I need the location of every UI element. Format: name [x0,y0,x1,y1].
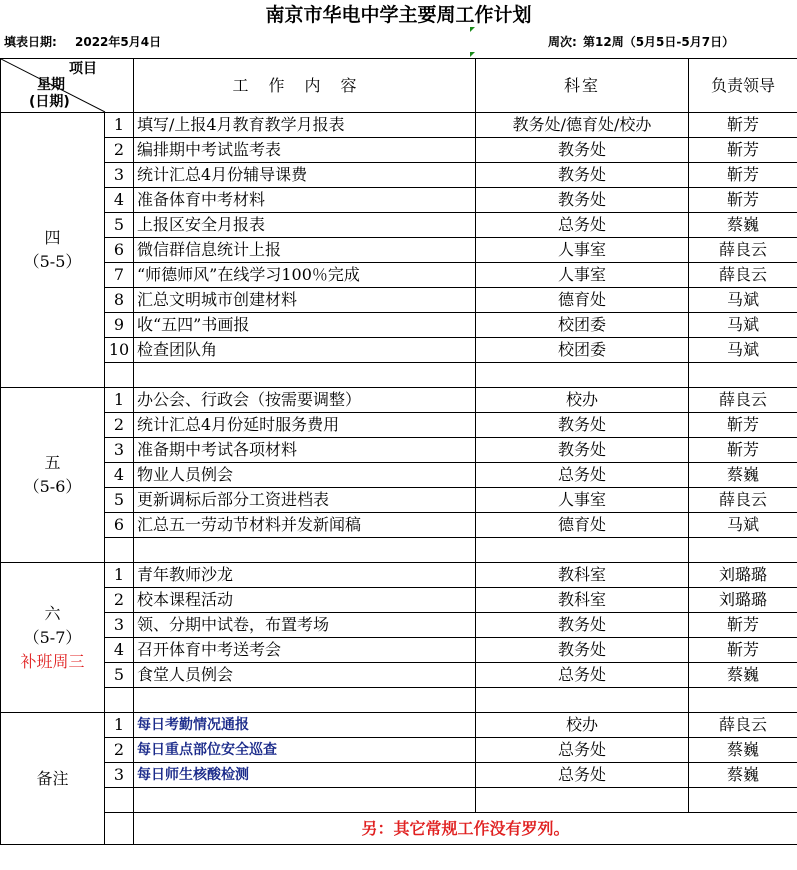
day-cell [1,388,105,563]
day-name: 四 [44,228,61,247]
task-cell: 收“五四”书画报 [134,313,476,338]
department-cell [476,538,689,563]
task-cell: 准备期中考试各项材料 [134,438,476,463]
leader-cell: 刘璐璐 [689,588,797,613]
department-cell: 教务处 [476,438,689,463]
table-row [1,563,797,588]
task-cell: 办公会、行政会（按需要调整） [134,388,476,413]
leader-cell: 靳芳 [689,438,797,463]
department-cell: 教务处/德育处/校办 [476,113,689,138]
row-number [105,363,134,388]
row-number: 9 [105,313,134,338]
table-row [1,513,797,538]
leader-cell: 靳芳 [689,163,797,188]
leader-cell: 靳芳 [689,613,797,638]
table-row [1,638,797,663]
table-row [1,763,797,788]
row-number [105,813,134,845]
leader-cell [689,688,797,713]
cell-comment-marker [470,27,475,32]
row-number [105,688,134,713]
header-department: 科室 [476,59,689,113]
task-cell: 领、分期中试卷，布置考场 [134,613,476,638]
department-cell: 人事室 [476,488,689,513]
task-cell [134,363,476,388]
task-cell: 召开体育中考送考会 [134,638,476,663]
task-cell: 汇总五一劳动节材料并发新闻稿 [134,513,476,538]
table-body [1,113,797,845]
department-cell: 教务处 [476,138,689,163]
table-row [1,413,797,438]
department-cell: 德育处 [476,513,689,538]
task-cell: 青年教师沙龙 [134,563,476,588]
leader-cell: 马斌 [689,513,797,538]
task-cell: 填写/上报4月教育教学月报表 [134,113,476,138]
leader-cell: 刘璐璐 [689,563,797,588]
header-work-content: 工作内容 [134,59,476,113]
task-cell [134,788,476,813]
leader-cell: 薛良云 [689,488,797,513]
row-number: 2 [105,413,134,438]
table-row [1,288,797,313]
row-number: 1 [105,563,134,588]
department-cell: 人事室 [476,263,689,288]
leader-cell: 蔡巍 [689,463,797,488]
department-cell: 德育处 [476,288,689,313]
task-cell [134,688,476,713]
department-cell: 总务处 [476,763,689,788]
department-cell [476,363,689,388]
table-row [1,663,797,688]
day-cell [1,563,105,713]
department-cell [476,788,689,813]
department-cell: 校办 [476,388,689,413]
row-number: 2 [105,588,134,613]
row-number: 4 [105,463,134,488]
corner-header [1,59,134,113]
leader-cell: 靳芳 [689,188,797,213]
task-cell: 汇总文明城市创建材料 [134,288,476,313]
department-cell: 总务处 [476,463,689,488]
leader-cell: 薛良云 [689,388,797,413]
table-row [1,588,797,613]
row-number: 5 [105,488,134,513]
table-row [1,738,797,763]
leader-cell: 蔡巍 [689,763,797,788]
table-row [1,713,797,738]
day-name: 六 [44,603,61,623]
week-info [548,33,734,51]
task-cell: “师德师风”在线学习100％完成 [134,263,476,288]
fill-date-value: 2022年5月4日 [75,35,162,49]
week-label: 周次: [548,35,577,49]
table-row [1,338,797,363]
row-number [105,788,134,813]
department-cell: 教科室 [476,563,689,588]
day-date: （5-7） [23,627,82,647]
leader-cell: 蔡巍 [689,213,797,238]
table-row [1,213,797,238]
footer-row [1,813,797,845]
leader-cell: 蔡巍 [689,663,797,688]
task-cell: 上报区安全月报表 [134,213,476,238]
day-name: 五 [44,453,61,472]
day-date: （5-6） [23,477,82,496]
leader-cell: 马斌 [689,313,797,338]
table-row [1,688,797,713]
table-row [1,538,797,563]
leader-cell [689,363,797,388]
task-cell: 校本课程活动 [134,588,476,613]
header-leader: 负责领导 [689,59,797,113]
row-number: 8 [105,288,134,313]
table-row [1,788,797,813]
notes-label-cell: 备注 [1,713,105,845]
task-cell: 检查团队角 [134,338,476,363]
leader-cell: 靳芳 [689,113,797,138]
row-number: 1 [105,713,134,738]
table-row [1,363,797,388]
fill-date [4,33,161,51]
day-cell [1,113,105,388]
department-cell [476,688,689,713]
task-cell: 微信群信息统计上报 [134,238,476,263]
leader-cell [689,538,797,563]
week-value: 第12周（5月5日-5月7日） [583,35,735,49]
department-cell: 教务处 [476,163,689,188]
department-cell: 校办 [476,713,689,738]
department-cell: 总务处 [476,738,689,763]
task-cell: 统计汇总4月份延时服务费用 [134,413,476,438]
leader-cell: 靳芳 [689,638,797,663]
row-number: 3 [105,613,134,638]
leader-cell: 薛良云 [689,713,797,738]
table-row [1,463,797,488]
work-plan-table [0,58,797,845]
cell-comment-marker [470,52,475,57]
row-number: 3 [105,438,134,463]
department-cell: 人事室 [476,238,689,263]
table-row [1,163,797,188]
table-row [1,388,797,413]
row-number: 1 [105,388,134,413]
leader-cell: 薛良云 [689,238,797,263]
department-cell: 教务处 [476,638,689,663]
table-row [1,613,797,638]
day-extra-note: 补班周三 [20,651,85,671]
row-number: 6 [105,238,134,263]
row-number: 4 [105,188,134,213]
table-row [1,238,797,263]
task-cell: 统计汇总4月份辅导课费 [134,163,476,188]
leader-cell: 薛良云 [689,263,797,288]
task-cell: 每日考勤情况通报 [134,713,476,738]
row-number: 4 [105,638,134,663]
department-cell: 校团委 [476,313,689,338]
department-cell: 总务处 [476,663,689,688]
department-cell: 校团委 [476,338,689,363]
department-cell: 教务处 [476,188,689,213]
table-row [1,188,797,213]
leader-cell: 马斌 [689,338,797,363]
corner-date-label: (日期) [29,94,70,110]
table-row [1,263,797,288]
table-row [1,313,797,338]
table-row [1,113,797,138]
department-cell: 教务处 [476,613,689,638]
row-number: 1 [105,113,134,138]
corner-week-label: 星期 [37,77,65,93]
task-cell: 每日师生核酸检测 [134,763,476,788]
row-number: 2 [105,138,134,163]
row-number [105,538,134,563]
page-title: 南京市华电中学主要周工作计划 [265,4,532,26]
fill-date-label: 填表日期: [4,35,57,49]
leader-cell: 蔡巍 [689,738,797,763]
row-number: 5 [105,213,134,238]
row-number: 3 [105,163,134,188]
row-number: 2 [105,738,134,763]
department-cell: 教科室 [476,588,689,613]
task-cell: 食堂人员例会 [134,663,476,688]
table-row [1,138,797,163]
row-number: 3 [105,763,134,788]
row-number: 7 [105,263,134,288]
task-cell: 物业人员例会 [134,463,476,488]
task-cell: 更新调标后部分工资进档表 [134,488,476,513]
table-header-row [1,59,797,113]
task-cell [134,538,476,563]
task-cell: 每日重点部位安全巡查 [134,738,476,763]
table-row [1,438,797,463]
row-number: 6 [105,513,134,538]
leader-cell [689,788,797,813]
task-cell: 准备体育中考材料 [134,188,476,213]
corner-item-label: 项目 [69,61,97,77]
row-number: 10 [105,338,134,363]
leader-cell: 靳芳 [689,138,797,163]
department-cell: 总务处 [476,213,689,238]
table-row [1,488,797,513]
row-number: 5 [105,663,134,688]
footer-note: 另：其它常规工作没有罗列。 [134,813,797,845]
leader-cell: 马斌 [689,288,797,313]
day-date: （5-5） [23,252,82,271]
leader-cell: 靳芳 [689,413,797,438]
task-cell: 编排期中考试监考表 [134,138,476,163]
department-cell: 教务处 [476,413,689,438]
